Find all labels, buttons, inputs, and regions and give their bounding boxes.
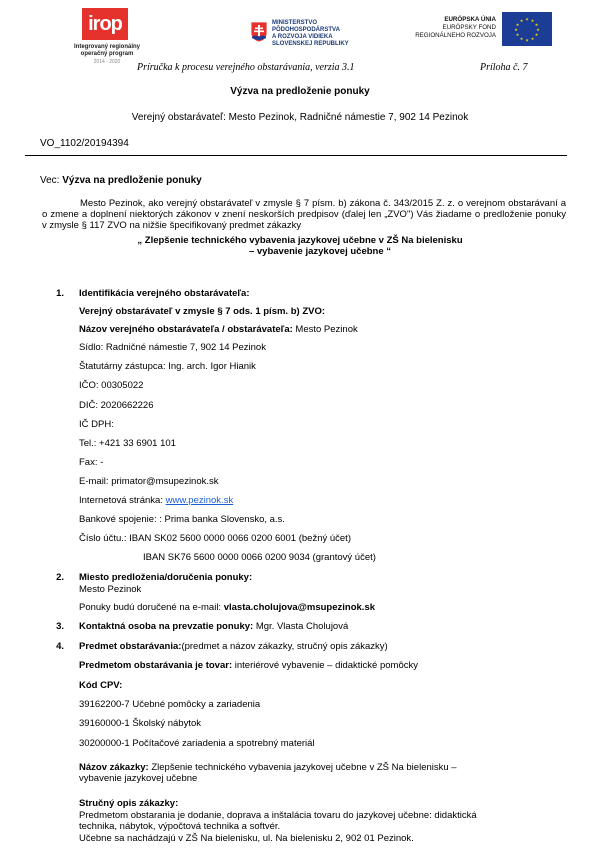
section-number: 3.: [56, 621, 64, 632]
subject-line: [40, 175, 202, 186]
goods-value: interiérové vybavenie – didaktické pomôcky: [234, 660, 418, 671]
cpv-item: 39160000-1 Školský nábytok: [79, 718, 201, 729]
description-line: Predmetom obstarania je dodanie, doprava a inštalácia tovaru do jazykovej učebne: didaktická: [79, 810, 477, 821]
svg-text:★: ★: [525, 16, 529, 22]
contract-name-continued: vybavenie jazykovej učebne: [79, 773, 198, 784]
section-number: 4.: [56, 641, 64, 652]
section4-heading: Predmet obstarávania:: [79, 641, 182, 652]
contract-name-label: Názov zákazky:: [79, 762, 149, 773]
subject-text: Výzva na predloženie ponuky: [62, 175, 202, 186]
seat: Sídlo: Radničné námestie 7, 902 14 Pezinok: [79, 342, 266, 353]
eu-line: EURÓPSKY FOND: [442, 24, 496, 31]
ico: IČO: 00305022: [79, 380, 144, 391]
website-line: [79, 495, 233, 506]
ministry-line: SLOVENSKEJ REPUBLIKY: [272, 41, 349, 47]
cpv-label: Kód CPV:: [79, 680, 123, 691]
email: E-mail: primator@msupezinok.sk: [79, 476, 219, 487]
name-value: Mesto Pezinok: [295, 324, 358, 335]
slovak-crest-icon: [250, 21, 268, 43]
goods-label: Predmetom obstarávania je tovar:: [79, 660, 233, 671]
ic-dph: IČ DPH:: [79, 419, 114, 430]
cpv-item: 30200000-1 Počítačové zariadenia a spotrebný materiál: [79, 738, 315, 749]
description-line: technika, nábytok, výpočtová technika a softvér.: [79, 821, 281, 832]
irop-years: 2014 - 2020: [93, 59, 121, 65]
website-label: Internetová stránka:: [79, 495, 163, 506]
fax: Fax: -: [79, 457, 104, 468]
manual-header: Príručka k procesu verejného obstarávania, verzia 3.1: [137, 62, 355, 73]
iban-grant: IBAN SK76 5600 0000 0066 0200 9034 (grantový účet): [143, 552, 376, 563]
annex-label: Príloha č. 7: [480, 62, 528, 73]
svg-text:★: ★: [536, 27, 540, 32]
delivery-email: vlasta.cholujova@msupezinok.sk: [223, 602, 376, 613]
contract-title-line: „ Zlepšenie technického vybavenia jazykovej učebne v ZŠ Na bielenisku: [137, 235, 463, 246]
description-line: Učebne sa nachádzajú v ZŠ Na bielenisku, ul. Na bielenisku 2, 902 01 Pezinok.: [79, 833, 414, 844]
statutory-rep: Štatutárny zástupca: Ing. arch. Igor Hianik: [79, 361, 256, 372]
contract-name-line: [79, 762, 457, 773]
section2-email-line: [79, 602, 375, 613]
svg-text:★: ★: [525, 37, 529, 43]
svg-text:★: ★: [519, 18, 524, 23]
ministry-line: PÔDOHOSPODÁRSTVA: [272, 27, 340, 33]
section2-heading: Miesto predloženia/doručenia ponuky:: [79, 572, 253, 583]
ministry-line: A ROZVOJA VIDIEKA: [272, 34, 333, 40]
section-number: 2.: [56, 572, 64, 583]
svg-text:★: ★: [515, 32, 520, 37]
svg-text:★: ★: [514, 27, 518, 32]
eu-line: REGIONÁLNEHO ROZVOJA: [415, 32, 496, 39]
ministry-logo-text: [272, 20, 349, 48]
name-label: Názov verejného obstarávateľa / obstarávateľa:: [79, 324, 293, 335]
contract-title-line: – vybavenie jazykovej učebne “: [248, 246, 392, 257]
divider: [25, 155, 567, 156]
svg-text:★: ★: [530, 18, 535, 23]
section-number: 1.: [56, 288, 64, 299]
svg-text:★: ★: [519, 36, 524, 41]
iban-current: Číslo účtu.: IBAN SK02 5600 0000 0066 0200 6001 (bežný účet): [79, 533, 351, 544]
svg-text:★: ★: [530, 36, 535, 41]
section1-name-line: [79, 324, 358, 335]
irop-logo: irop: [82, 8, 128, 40]
ministry-line: MINISTERSTVO: [272, 20, 318, 26]
eu-flag-icon: [502, 12, 552, 46]
phone: Tel.: +421 33 6901 101: [79, 438, 176, 449]
dic: DIČ: 2020662226: [79, 400, 154, 411]
cpv-item: 39162200-7 Učebné pomôcky a zariadenia: [79, 699, 261, 710]
contract-name-value: Zlepšenie technického vybavenia jazykovej učebne v ZŠ Na bielenisku –: [151, 762, 457, 773]
page-title: Výzva na predloženie ponuky: [230, 86, 370, 97]
contact-person: Mgr. Vlasta Cholujová: [255, 621, 349, 632]
short-description-label: Stručný opis zákazky:: [79, 798, 179, 809]
svg-text:★: ★: [515, 22, 520, 27]
contract-title: [0, 235, 600, 257]
section4-note: (predmet a názov zákazky, stručný opis zákazky): [181, 641, 388, 652]
section3-heading: Kontaktná osoba na prevzatie ponuky:: [79, 621, 254, 632]
section1-heading: Identifikácia verejného obstarávateľa:: [79, 288, 250, 299]
svg-text:★: ★: [534, 22, 539, 27]
section4-heading-line: [79, 641, 388, 652]
section1-line: Verejný obstarávateľ v zmysle § 7 ods. 1 písm. b) ZVO:: [79, 306, 326, 317]
irop-name: Integrovaný regionálny operačný program: [73, 44, 140, 57]
eu-logo-text: [400, 16, 496, 40]
website-link[interactable]: www.pezinok.sk: [165, 495, 234, 506]
reference-number: VO_1102/20194394: [40, 138, 129, 149]
bank: Bankové spojenie: : Prima banka Slovensko, a.s.: [79, 514, 285, 525]
goods-line: [79, 660, 418, 671]
section2-place: Mesto Pezinok: [79, 584, 142, 595]
svg-text:★: ★: [534, 32, 539, 37]
eu-line: EURÓPSKA ÚNIA: [444, 16, 496, 23]
intro-text: Mesto Pezinok, ako verejný obstarávateľ v zmysle § 7 písm. b) zákona č. 343/2015 Z. z. o verejnom obstarávaní a o zmene a doplnení niektorých zákonov v znení neskorších predpisov (ďalej len „ZVO") Vás žiadame o predloženie ponuky v zmysle § 117 ZVO na nižšie špecifikovaný predmet zákazky: [42, 198, 566, 231]
contracting-authority-line: Verejný obstarávateľ: Mesto Pezinok, Radničné námestie 7, 902 14 Pezinok: [131, 112, 469, 123]
subject-label: Vec:: [40, 175, 60, 186]
intro-paragraph: [42, 198, 566, 231]
section3-line: [79, 621, 348, 632]
delivery-label: Ponuky budú doručené na e-mail:: [79, 602, 222, 613]
